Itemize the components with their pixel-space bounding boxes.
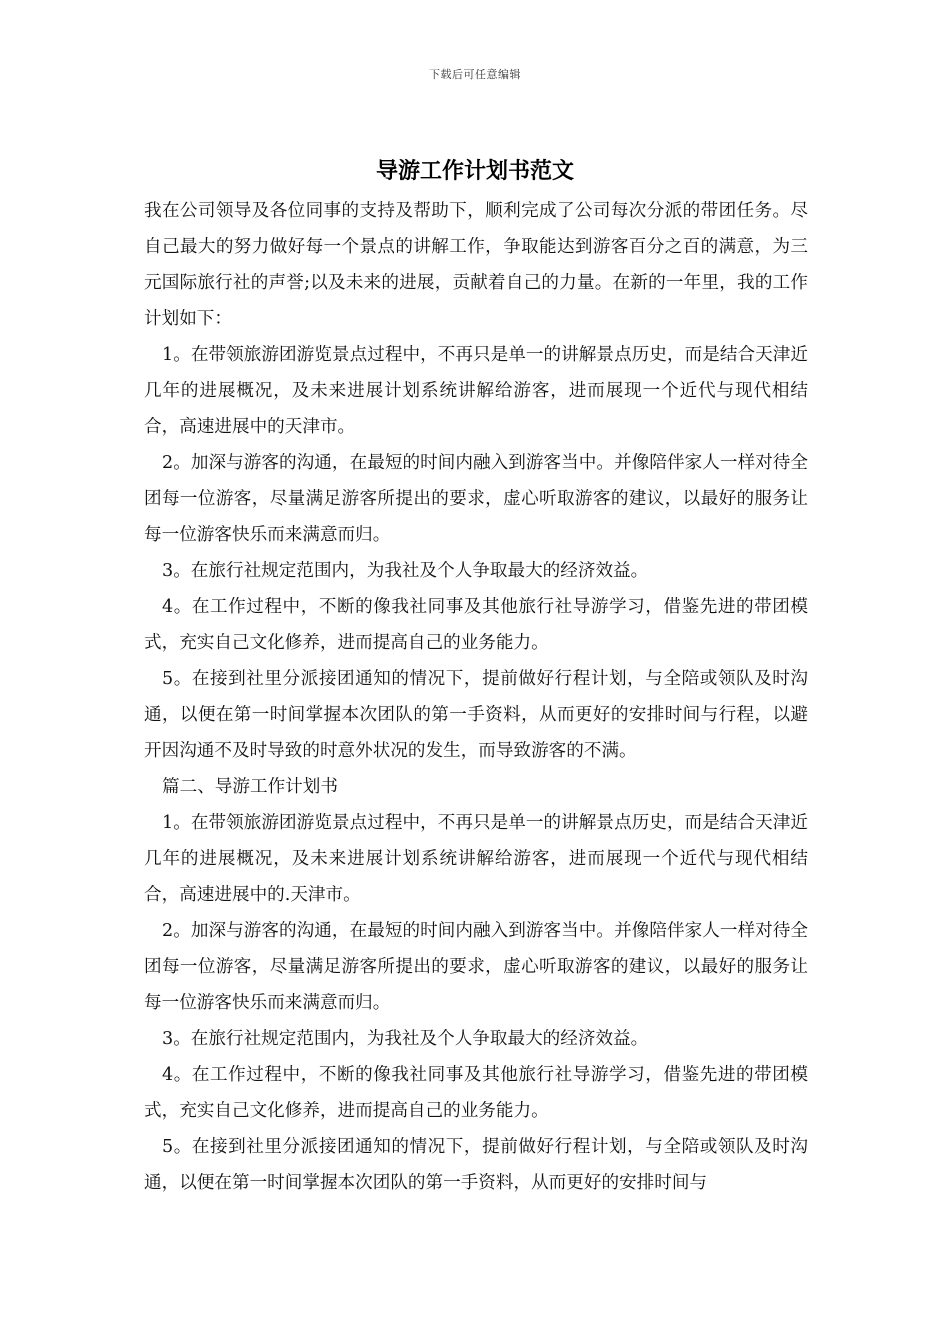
body-paragraph: 4。在工作过程中，不断的像我社同事及其他旅行社导游学习，借鉴先进的带团模式，充实自己文化修养，进而提高自己的业务能力。 [144, 597, 808, 653]
body-paragraph: 5。在接到社里分派接团通知的情况下，提前做好行程计划，与全陪或领队及时沟通，以便在第一时间掌握本次团队的第一手资料，从而更好的安排时间与 [144, 1137, 808, 1193]
body-paragraph: 4。在工作过程中，不断的像我社同事及其他旅行社导游学习，借鉴先进的带团模式，充实自己文化修养，进而提高自己的业务能力。 [144, 1065, 808, 1121]
body-paragraph: 1。在带领旅游团游览景点过程中，不再只是单一的讲解景点历史，而是结合天津近几年的进展概况，及未来进展计划系统讲解给游客，进而展现一个近代与现代相结合，高速进展中的天津市。 [144, 345, 808, 437]
body-paragraph: 我在公司领导及各位同事的支持及帮助下，顺利完成了公司每次分派的带团任务。尽自己最大的努力做好每一个景点的讲解工作，争取能达到游客百分之百的满意，为三元国际旅行社的声誉;以及未来的进展，贡献着自己的力量。在新的一年里，我的工作计划如下： [144, 201, 808, 329]
body-paragraph: 2。加深与游客的沟通，在最短的时间内融入到游客当中。并像陪伴家人一样对待全团每一位游客，尽量满足游客所提出的要求，虚心听取游客的建议，以最好的服务让每一位游客快乐而来满意而归。 [144, 453, 808, 545]
body-paragraph: 2。加深与游客的沟通，在最短的时间内融入到游客当中。并像陪伴家人一样对待全团每一位游客，尽量满足游客所提出的要求，虚心听取游客的建议，以最好的服务让每一位游客快乐而来满意而归。 [144, 921, 808, 1013]
body-paragraph: 3。在旅行社规定范围内，为我社及个人争取最大的经济效益。 [162, 561, 649, 581]
document-title: 导游工作计划书范文 [375, 158, 574, 184]
header-note: 下载后可任意编辑 [429, 68, 521, 81]
body-paragraph: 篇二、导游工作计划书 [162, 777, 338, 797]
body-paragraph: 3。在旅行社规定范围内，为我社及个人争取最大的经济效益。 [162, 1029, 649, 1049]
body-paragraph: 5。在接到社里分派接团通知的情况下，提前做好行程计划，与全陪或领队及时沟通，以便在第一时间掌握本次团队的第一手资料，从而更好的安排时间与行程，以避开因沟通不及时导致的时意外状况的发生，而导致游客的不满。 [144, 669, 808, 761]
document-body [144, 193, 808, 1201]
body-paragraph: 1。在带领旅游团游览景点过程中，不再只是单一的讲解景点历史，而是结合天津近几年的进展概况，及未来进展计划系统讲解给游客，进而展现一个近代与现代相结合，高速进展中的.天津市。 [144, 813, 808, 905]
